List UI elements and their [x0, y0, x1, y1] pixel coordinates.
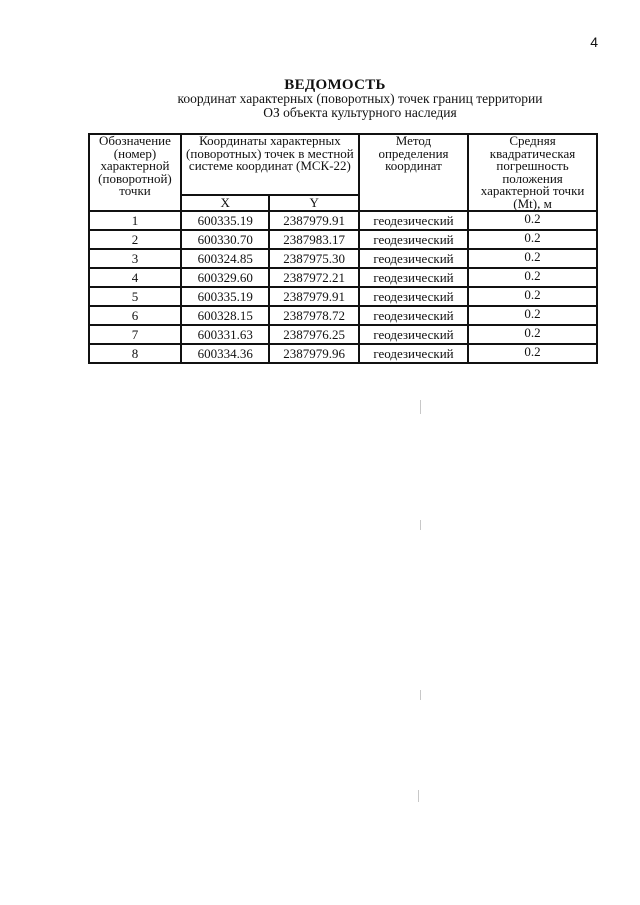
cell-error: 0.2 — [468, 287, 597, 306]
cell-error: 0.2 — [468, 268, 597, 287]
header-coordinates: Координаты характерных (поворотных) точек в местной системе координат (МСК-22) — [181, 134, 359, 195]
cell-x: 600329.60 — [181, 268, 270, 287]
cell-method: геодезический — [359, 230, 468, 249]
cell-x: 600335.19 — [181, 287, 270, 306]
cell-method: геодезический — [359, 306, 468, 325]
cell-point-number: 3 — [89, 249, 181, 268]
cell-method: геодезический — [359, 287, 468, 306]
cell-y: 2387983.17 — [269, 230, 358, 249]
table-row — [89, 325, 597, 344]
cell-point-number: 6 — [89, 306, 181, 325]
cell-method: геодезический — [359, 249, 468, 268]
cell-y: 2387976.25 — [269, 325, 358, 344]
cell-y: 2387979.96 — [269, 344, 358, 363]
table-header — [89, 134, 597, 211]
header-y: Y — [269, 195, 358, 211]
document-subtitle-line-1: координат характерных (поворотных) точек границ территории — [177, 91, 543, 106]
cell-error: 0.2 — [468, 211, 597, 230]
cell-error: 0.2 — [468, 306, 597, 325]
cell-x: 600324.85 — [181, 249, 270, 268]
table-row — [89, 230, 597, 249]
cell-y: 2387979.91 — [269, 211, 358, 230]
cell-error: 0.2 — [468, 325, 597, 344]
cell-y: 2387975.30 — [269, 249, 358, 268]
cell-x: 600334.36 — [181, 344, 270, 363]
scan-artifact — [420, 400, 421, 414]
cell-point-number: 7 — [89, 325, 181, 344]
cell-error: 0.2 — [468, 249, 597, 268]
cell-x: 600335.19 — [181, 211, 270, 230]
document-title: ВЕДОМОСТЬ — [284, 77, 386, 93]
scan-artifact — [420, 520, 421, 530]
cell-x: 600331.63 — [181, 325, 270, 344]
title-block — [100, 78, 620, 120]
page-number: 4 — [590, 34, 598, 50]
coordinates-table — [88, 133, 598, 364]
cell-error: 0.2 — [468, 230, 597, 249]
cell-point-number: 5 — [89, 287, 181, 306]
header-method: Метод определения координат — [359, 134, 468, 211]
header-point-designation: Обозначение (номер) характерной (поворотной) точки — [89, 134, 181, 211]
cell-point-number: 2 — [89, 230, 181, 249]
table-row — [89, 344, 597, 363]
cell-point-number: 4 — [89, 268, 181, 287]
cell-method: геодезический — [359, 325, 468, 344]
cell-method: геодезический — [359, 268, 468, 287]
table-row — [89, 249, 597, 268]
scan-artifact — [420, 690, 421, 700]
scan-artifact — [418, 790, 419, 802]
table-row — [89, 306, 597, 325]
cell-point-number: 8 — [89, 344, 181, 363]
cell-method: геодезический — [359, 211, 468, 230]
cell-y: 2387972.21 — [269, 268, 358, 287]
table-body — [89, 211, 597, 363]
table-row — [89, 268, 597, 287]
table-row — [89, 211, 597, 230]
cell-y: 2387979.91 — [269, 287, 358, 306]
table-header-row — [89, 134, 597, 195]
cell-point-number: 1 — [89, 211, 181, 230]
document-subtitle-line-2: ОЗ объекта культурного наследия — [263, 105, 457, 120]
cell-x: 600330.70 — [181, 230, 270, 249]
cell-x: 600328.15 — [181, 306, 270, 325]
cell-error: 0.2 — [468, 344, 597, 363]
cell-method: геодезический — [359, 344, 468, 363]
cell-y: 2387978.72 — [269, 306, 358, 325]
header-mean-square-error: Средняя квадратическая погрешность положения характерной точки (Mt), м — [468, 134, 597, 211]
table-row — [89, 287, 597, 306]
header-x: X — [181, 195, 270, 211]
